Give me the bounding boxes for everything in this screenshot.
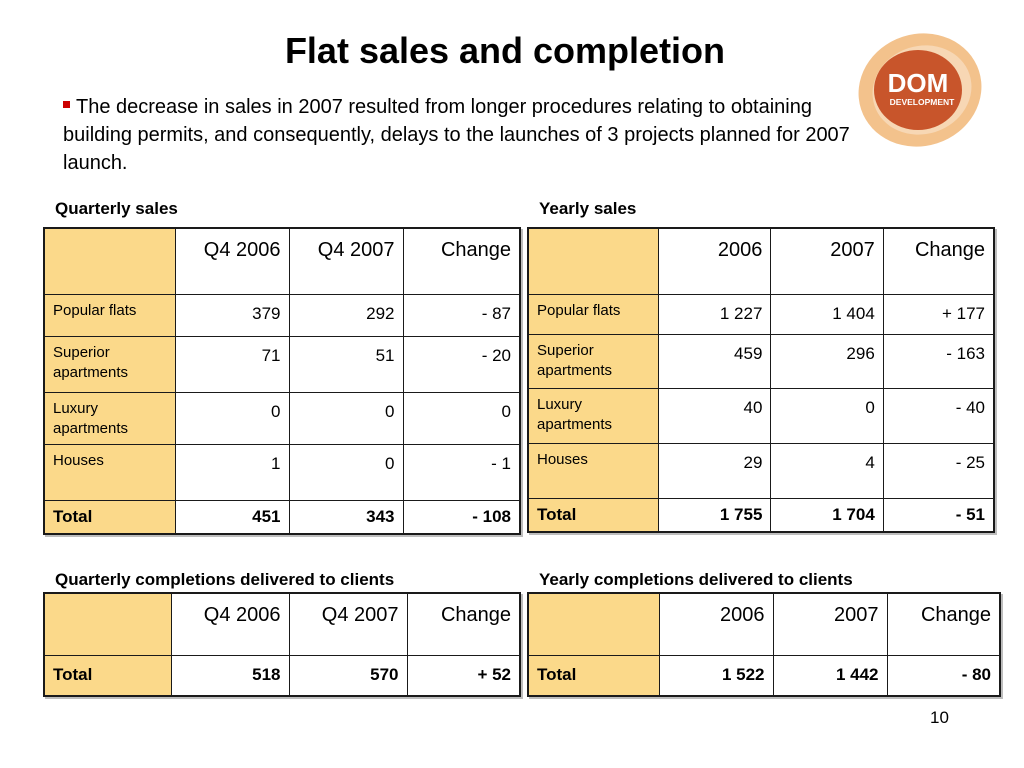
row-label: Superior apartments	[44, 336, 175, 392]
total-cell: 1 755	[659, 498, 771, 532]
page-number: 10	[930, 708, 949, 727]
table-cell: 40	[659, 388, 771, 443]
table-total-row	[44, 500, 520, 534]
total-label: Total	[44, 500, 175, 534]
table-cell: 0	[771, 388, 883, 443]
column-header: Q4 2006	[175, 228, 289, 294]
column-header: Q4 2006	[171, 593, 289, 655]
yearly-completions-table	[527, 592, 1001, 697]
table-cell: 379	[175, 294, 289, 336]
column-header: 2007	[773, 593, 887, 655]
table-row	[44, 392, 520, 444]
table-row	[44, 294, 520, 336]
table-header-row	[44, 228, 520, 294]
table-header-row	[528, 593, 1000, 655]
table-cell: 51	[289, 336, 403, 392]
dom-development-logo	[856, 30, 986, 150]
column-header: 2007	[771, 228, 883, 294]
table-cell: 1 404	[771, 294, 883, 334]
total-cell: 1 704	[771, 498, 883, 532]
table-cell: - 163	[883, 334, 994, 388]
table-cell: 296	[771, 334, 883, 388]
total-label: Total	[44, 655, 171, 696]
table-cell: 4	[771, 443, 883, 498]
table-cell: 1 227	[659, 294, 771, 334]
row-label: Superior apartments	[528, 334, 659, 388]
column-header: Q4 2007	[289, 593, 407, 655]
page-title: Flat sales and completion	[284, 30, 726, 71]
row-label: Luxury apartments	[528, 388, 659, 443]
table-cell: 0	[289, 444, 403, 500]
column-header: Change	[403, 228, 520, 294]
bullet-text-content: The decrease in sales in 2007 resulted from longer procedures relating to obtaining building permits, and consequently, delays to the launches of 3 projects planned for 2007 launch.	[63, 96, 850, 174]
total-cell: 1 522	[659, 655, 773, 696]
table-cell: - 40	[883, 388, 994, 443]
yearly-sales-table	[527, 227, 995, 533]
bullet-square-icon	[63, 101, 70, 108]
column-header: 2006	[659, 228, 771, 294]
row-label: Popular flats	[44, 294, 175, 336]
table-cell: 0	[403, 392, 520, 444]
total-cell: 1 442	[773, 655, 887, 696]
table-cell: 459	[659, 334, 771, 388]
total-cell: - 80	[887, 655, 1000, 696]
table-cell: - 1	[403, 444, 520, 500]
row-label: Luxury apartments	[44, 392, 175, 444]
header-corner-cell	[44, 228, 175, 294]
header-corner-cell	[528, 228, 659, 294]
quarterly-completions-table	[43, 592, 521, 697]
quarterly-sales-caption: Quarterly sales	[55, 199, 178, 218]
table-cell: 292	[289, 294, 403, 336]
yearly-sales-caption: Yearly sales	[539, 199, 637, 218]
table-row	[528, 334, 994, 388]
total-label: Total	[528, 655, 659, 696]
table-total-row	[44, 655, 520, 696]
table-row	[528, 388, 994, 443]
logo-text-development: DEVELOPMENT	[889, 97, 955, 107]
table-header-row	[44, 593, 520, 655]
total-cell: 570	[289, 655, 407, 696]
total-cell: - 51	[883, 498, 994, 532]
table-cell: 1	[175, 444, 289, 500]
table-cell: - 25	[883, 443, 994, 498]
table-total-row	[528, 498, 994, 532]
column-header: Change	[883, 228, 994, 294]
column-header: 2006	[659, 593, 773, 655]
row-label: Houses	[528, 443, 659, 498]
table-cell: - 20	[403, 336, 520, 392]
column-header: Change	[407, 593, 520, 655]
total-cell: 451	[175, 500, 289, 534]
table-cell: 71	[175, 336, 289, 392]
table-row	[528, 443, 994, 498]
table-row	[44, 444, 520, 500]
total-cell: + 52	[407, 655, 520, 696]
total-cell: 518	[171, 655, 289, 696]
table-cell: - 87	[403, 294, 520, 336]
quarterly-sales-table	[43, 227, 521, 535]
total-label: Total	[528, 498, 659, 532]
row-label: Houses	[44, 444, 175, 500]
total-cell: - 108	[403, 500, 520, 534]
table-cell: + 177	[883, 294, 994, 334]
column-header: Change	[887, 593, 1000, 655]
table-total-row	[528, 655, 1000, 696]
header-corner-cell	[44, 593, 171, 655]
column-header: Q4 2007	[289, 228, 403, 294]
header-corner-cell	[528, 593, 659, 655]
table-row	[528, 294, 994, 334]
yearly-completions-caption: Yearly completions delivered to clients	[539, 570, 853, 589]
table-cell: 0	[289, 392, 403, 444]
table-row	[44, 336, 520, 392]
row-label: Popular flats	[528, 294, 659, 334]
bullet-text	[63, 93, 883, 177]
total-cell: 343	[289, 500, 403, 534]
table-cell: 0	[175, 392, 289, 444]
table-cell: 29	[659, 443, 771, 498]
quarterly-completions-caption: Quarterly completions delivered to clients	[55, 570, 395, 589]
logo-text-dom: DOM	[887, 68, 949, 98]
table-header-row	[528, 228, 994, 294]
